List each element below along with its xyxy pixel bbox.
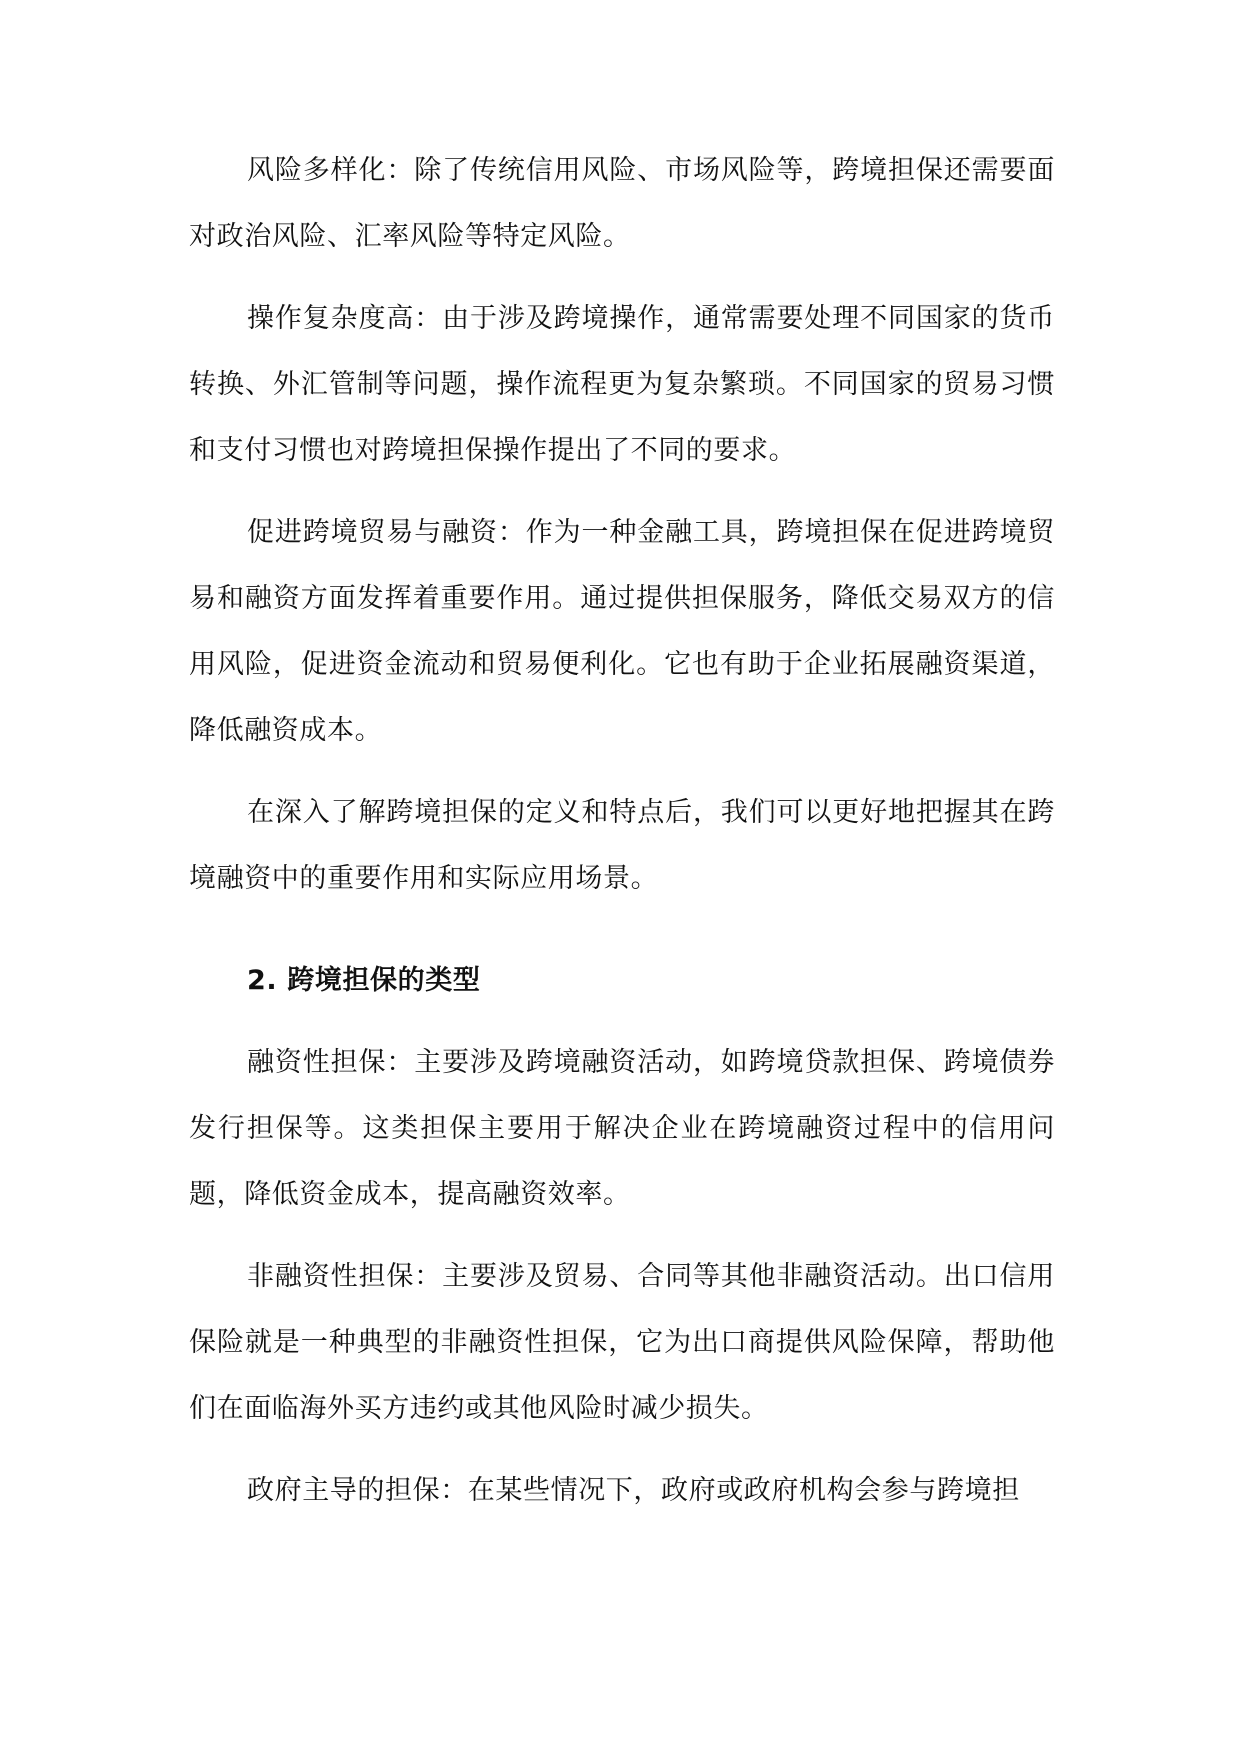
paragraph-operational-complexity: 操作复杂度高：由于涉及跨境操作，通常需要处理不同国家的货币转换、外汇管制等问题，操作流程更为复杂繁琐。不同国家的贸易习惯和支付习惯也对跨境担保操作提出了不同的要求。 [189,303,1055,466]
section-heading: 2. 跨境担保的类型 [247,965,481,996]
paragraph-government-guarantee: 政府主导的担保：在某些情况下，政府或政府机构会参与跨境担 [247,1475,1020,1506]
paragraph-trade-financing: 促进跨境贸易与融资：作为一种金融工具，跨境担保在促进跨境贸易和融资方面发挥着重要作用。通过提供担保服务，降低交易双方的信用风险，促进资金流动和贸易便利化。它也有助于企业拓展融资渠道，降低融资成本。 [189,517,1055,746]
paragraph-non-financing-guarantee: 非融资性担保：主要涉及贸易、合同等其他非融资活动。出口信用保险就是一种典型的非融资性担保，它为出口商提供风险保障，帮助他们在面临海外买方违约或其他风险时减少损失。 [189,1261,1055,1424]
paragraph-financing-guarantee: 融资性担保：主要涉及跨境融资活动，如跨境贷款担保、跨境债券发行担保等。这类担保主要用于解决企业在跨境融资过程中的信用问题，降低资金成本，提高融资效率。 [189,1047,1055,1210]
paragraph-summary: 在深入了解跨境担保的定义和特点后，我们可以更好地把握其在跨境融资中的重要作用和实际应用场景。 [189,797,1055,894]
paragraph-risk-diversification: 风险多样化：除了传统信用风险、市场风险等，跨境担保还需要面对政治风险、汇率风险等特定风险。 [189,155,1055,252]
document-body [189,138,1055,1540]
